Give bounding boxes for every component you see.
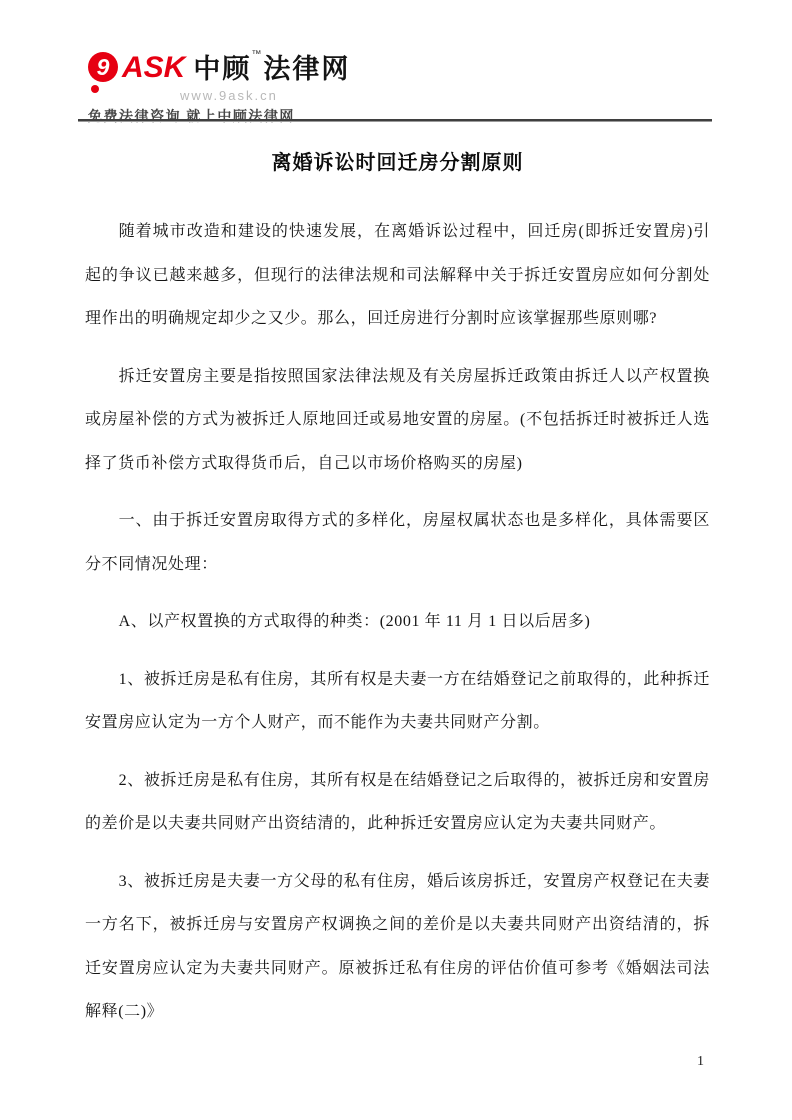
document-body xyxy=(0,148,792,1034)
logo-ask-text: ASK xyxy=(122,51,186,84)
logo-question-dot xyxy=(91,85,99,93)
paragraph-item-2: 2、被拆迁房是私有住房，其所有权是在结婚登记之后取得的，被拆迁房和安置房的差价是以夫妻共同财产出资结清的，此种拆迁安置房应认定为夫妻共同财产。 xyxy=(85,771,710,832)
logo-falvwang-text: 法律网 xyxy=(263,54,351,84)
page-number: 1 xyxy=(697,1054,704,1069)
header xyxy=(0,0,792,126)
logo-9-ball: 9 xyxy=(88,52,118,82)
9ask-question-mark-icon xyxy=(88,50,122,94)
paragraph-definition: 拆迁安置房主要是指按照国家法律法规及有关房屋拆迁政策由拆迁人以产权置换或房屋补偿的方式为被拆迁人原地回迁或易地安置的房屋。(不包括拆迁时被拆迁人选择了货币补偿方式取得货币后，自己以市场价格购买的房屋) xyxy=(85,367,710,472)
paragraph-intro: 随着城市改造和建设的快速发展，在离婚诉讼过程中，回迁房(即拆迁安置房)引起的争议已越来越多，但现行的法律法规和司法解释中关于拆迁安置房应如何分割处理作出的明确规定却少之又少。那么，回迁房进行分割时应该掌握那些原则哪? xyxy=(85,223,710,327)
trademark-symbol: ™ xyxy=(251,49,262,60)
logo-website-url: www.9ask.cn xyxy=(180,88,278,103)
paragraph-section-a: A、以产权置换的方式取得的种类：(2001 年 11 月 1 日以后居多) xyxy=(118,613,591,630)
logo-tagline: 免费法律咨询 就上中顾法律网 xyxy=(88,108,295,124)
document-title: 离婚诉讼时回迁房分割原则 xyxy=(271,152,524,174)
paragraph-item-3: 3、被拆迁房是夫妻一方父母的私有住房，婚后该房拆迁，安置房产权登记在夫妻一方名下，被拆迁房与安置房产权调换之间的差价是以夫妻共同财产出资结清的，拆迁安置房应认定为夫妻共同财产。原被拆迁私有住房的评估价值可参考《婚姻法司法解释(二)》 xyxy=(85,872,710,1020)
header-divider xyxy=(78,119,712,122)
paragraph-item-1: 1、被拆迁房是私有住房，其所有权是夫妻一方在结婚登记之前取得的，此种拆迁安置房应认定为一方个人财产，而不能作为夫妻共同财产分割。 xyxy=(85,670,710,731)
paragraph-section-1: 一、由于拆迁安置房取得方式的多样化，房屋权属状态也是多样化，具体需要区分不同情况处理： xyxy=(85,512,710,573)
logo-zhonggu-text: 中顾 xyxy=(193,54,252,84)
